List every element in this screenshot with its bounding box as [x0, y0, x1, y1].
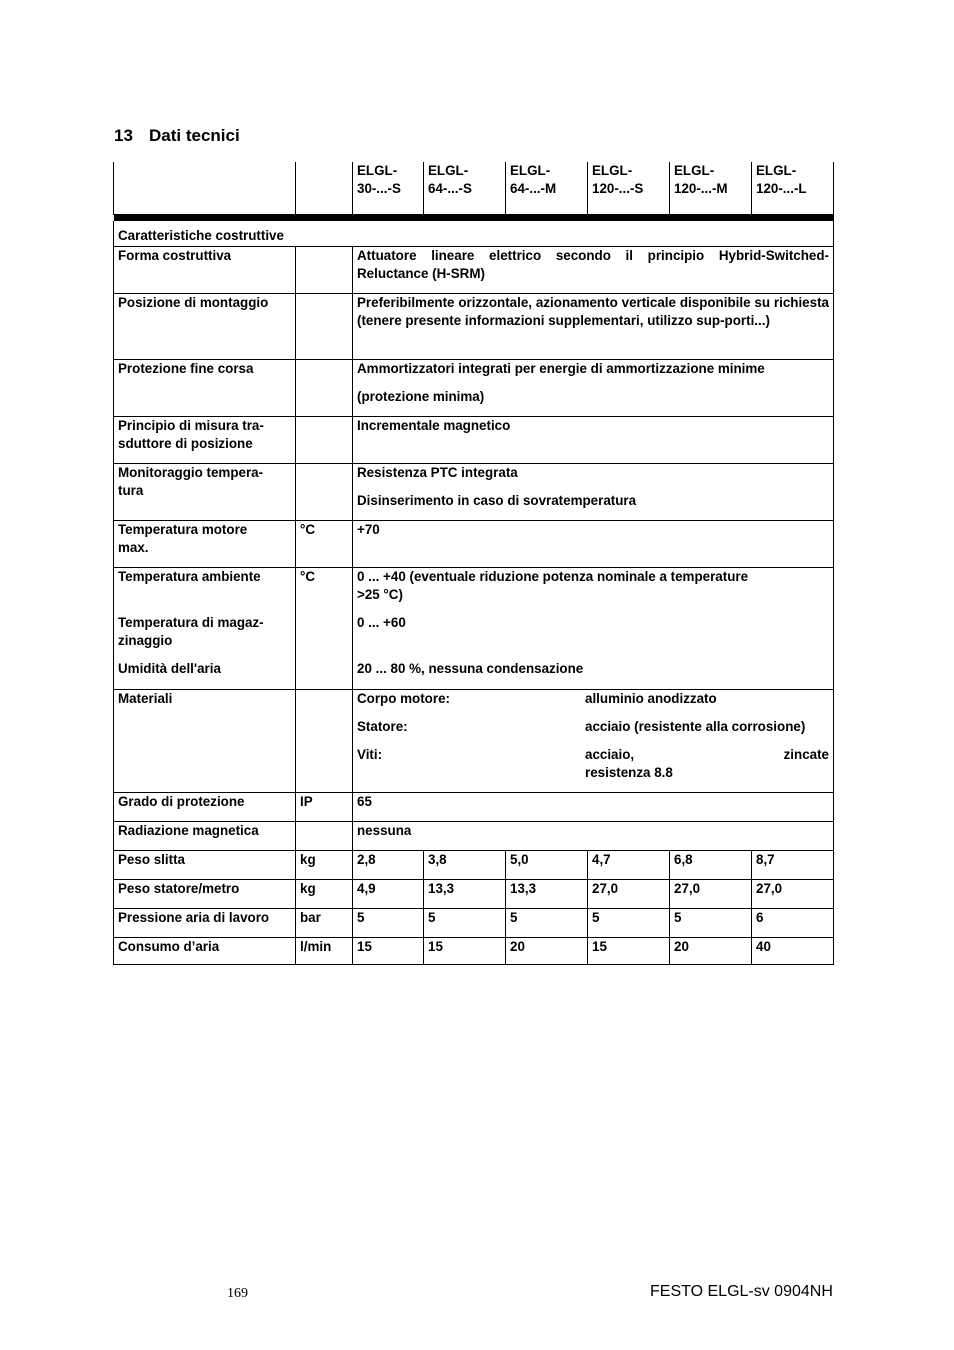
material-item: Statore: acciaio (resistente alla corrosione) [357, 719, 806, 734]
section-number: 13 [114, 126, 133, 145]
row-principio [114, 417, 834, 464]
row-cell: 5 [424, 909, 506, 938]
row-radiazione [114, 822, 834, 851]
row-grado [114, 793, 834, 822]
row-cell: 6,8 [670, 851, 752, 880]
row-cell: 15 [588, 938, 670, 965]
row-pressione [114, 909, 834, 938]
row-unit: kg [296, 880, 353, 909]
row-unit [296, 360, 353, 417]
row-temp-motore [114, 521, 834, 568]
row-label: Temperatura ambiente Temperatura di magaz- zinaggio Umidità dell'aria [114, 568, 296, 690]
technical-data-table [113, 162, 834, 965]
row-cell: 6 [752, 909, 834, 938]
row-label: Protezione fine corsa [114, 360, 296, 417]
row-cell: 27,0 [588, 880, 670, 909]
row-unit [296, 822, 353, 851]
row-unit [296, 464, 353, 521]
row-cell: 40 [752, 938, 834, 965]
row-materiali [114, 690, 834, 793]
row-cell: 13,3 [424, 880, 506, 909]
row-label: Materiali [114, 690, 296, 793]
row-protezione [114, 360, 834, 417]
row-value: +70 [353, 521, 834, 568]
row-cell: 2,8 [353, 851, 424, 880]
row-cell: 5 [588, 909, 670, 938]
row-cell: 13,3 [506, 880, 588, 909]
header-model: ELGL- 120-...-L [752, 162, 834, 215]
row-label: Monitoraggio tempera- tura [114, 464, 296, 521]
row-unit: l/min [296, 938, 353, 965]
row-unit: IP [296, 793, 353, 822]
header-row [114, 162, 834, 215]
header-blank-label [114, 162, 296, 215]
row-cell: 3,8 [424, 851, 506, 880]
material-item: Viti: acciaio, zincate resistenza 8.8 [357, 747, 829, 780]
row-consumo [114, 938, 834, 965]
row-label: Peso statore/metro [114, 880, 296, 909]
section-row [114, 221, 834, 247]
section-title-text: Dati tecnici [149, 126, 240, 145]
row-value: Incrementale magnetico [353, 417, 834, 464]
row-value [353, 690, 834, 793]
row-posizione [114, 294, 834, 360]
row-peso-statore [114, 880, 834, 909]
row-cell: 27,0 [670, 880, 752, 909]
material-item: Corpo motore: alluminio anodizzato [357, 691, 717, 706]
row-cell: 20 [506, 938, 588, 965]
row-cell: 4,7 [588, 851, 670, 880]
row-value: 65 [353, 793, 834, 822]
row-label: Temperatura motore max. [114, 521, 296, 568]
row-unit [296, 294, 353, 360]
row-cell: 5,0 [506, 851, 588, 880]
header-model: ELGL- 64-...-M [506, 162, 588, 215]
header-model: ELGL- 120-...-S [588, 162, 670, 215]
row-value: 0 ... +40 (eventuale riduzione potenza nominale a temperature >25 °C) 0 ... +60 20 ... 80 %, nessuna condensazione [353, 568, 834, 690]
row-cell: 15 [353, 938, 424, 965]
row-label: Pressione aria di lavoro [114, 909, 296, 938]
row-unit: bar [296, 909, 353, 938]
row-unit [296, 247, 353, 294]
row-cell: 5 [353, 909, 424, 938]
row-label: Grado di protezione [114, 793, 296, 822]
row-peso-slitta [114, 851, 834, 880]
row-label: Radiazione magnetica [114, 822, 296, 851]
row-cell: 8,7 [752, 851, 834, 880]
header-model: ELGL- 30-...-S [353, 162, 424, 215]
row-unit [296, 417, 353, 464]
row-cell: 4,9 [353, 880, 424, 909]
row-unit: °C [296, 568, 353, 690]
row-label: Posizione di montaggio [114, 294, 296, 360]
row-ambiente [114, 568, 834, 690]
row-unit: kg [296, 851, 353, 880]
row-cell: 20 [670, 938, 752, 965]
row-value: Resistenza PTC integrata Disinserimento in caso di sovratemperatura [353, 464, 834, 521]
row-label: Consumo d’aria [114, 938, 296, 965]
row-cell: 15 [424, 938, 506, 965]
row-unit: °C [296, 521, 353, 568]
row-unit [296, 690, 353, 793]
row-cell: 27,0 [752, 880, 834, 909]
row-value: Ammortizzatori integrati per energie di ammortizzazione minime (protezione minima) [353, 360, 834, 417]
row-value: Attuatore lineare elettrico secondo il principio Hybrid-Switched-Reluctance (H-SRM) [353, 247, 834, 294]
page-number: 169 [227, 1286, 248, 1301]
row-value: Preferibilmente orizzontale, azionamento verticale disponibile su richiesta (tenere presente informazioni supplementari, utilizzo sup-porti...) [353, 294, 834, 360]
section-row-label: Caratteristiche costruttive [114, 221, 834, 247]
row-forma [114, 247, 834, 294]
row-monitoraggio [114, 464, 834, 521]
header-blank-unit [296, 162, 353, 215]
row-value: nessuna [353, 822, 834, 851]
section-title [114, 126, 240, 146]
row-cell: 5 [506, 909, 588, 938]
document-id: FESTO ELGL-sv 0904NH [650, 1283, 833, 1300]
row-cell: 5 [670, 909, 752, 938]
header-model: ELGL- 120-...-M [670, 162, 752, 215]
row-label: Principio di misura tra- sduttore di posizione [114, 417, 296, 464]
row-label: Forma costruttiva [114, 247, 296, 294]
header-model: ELGL- 64-...-S [424, 162, 506, 215]
row-label: Peso slitta [114, 851, 296, 880]
